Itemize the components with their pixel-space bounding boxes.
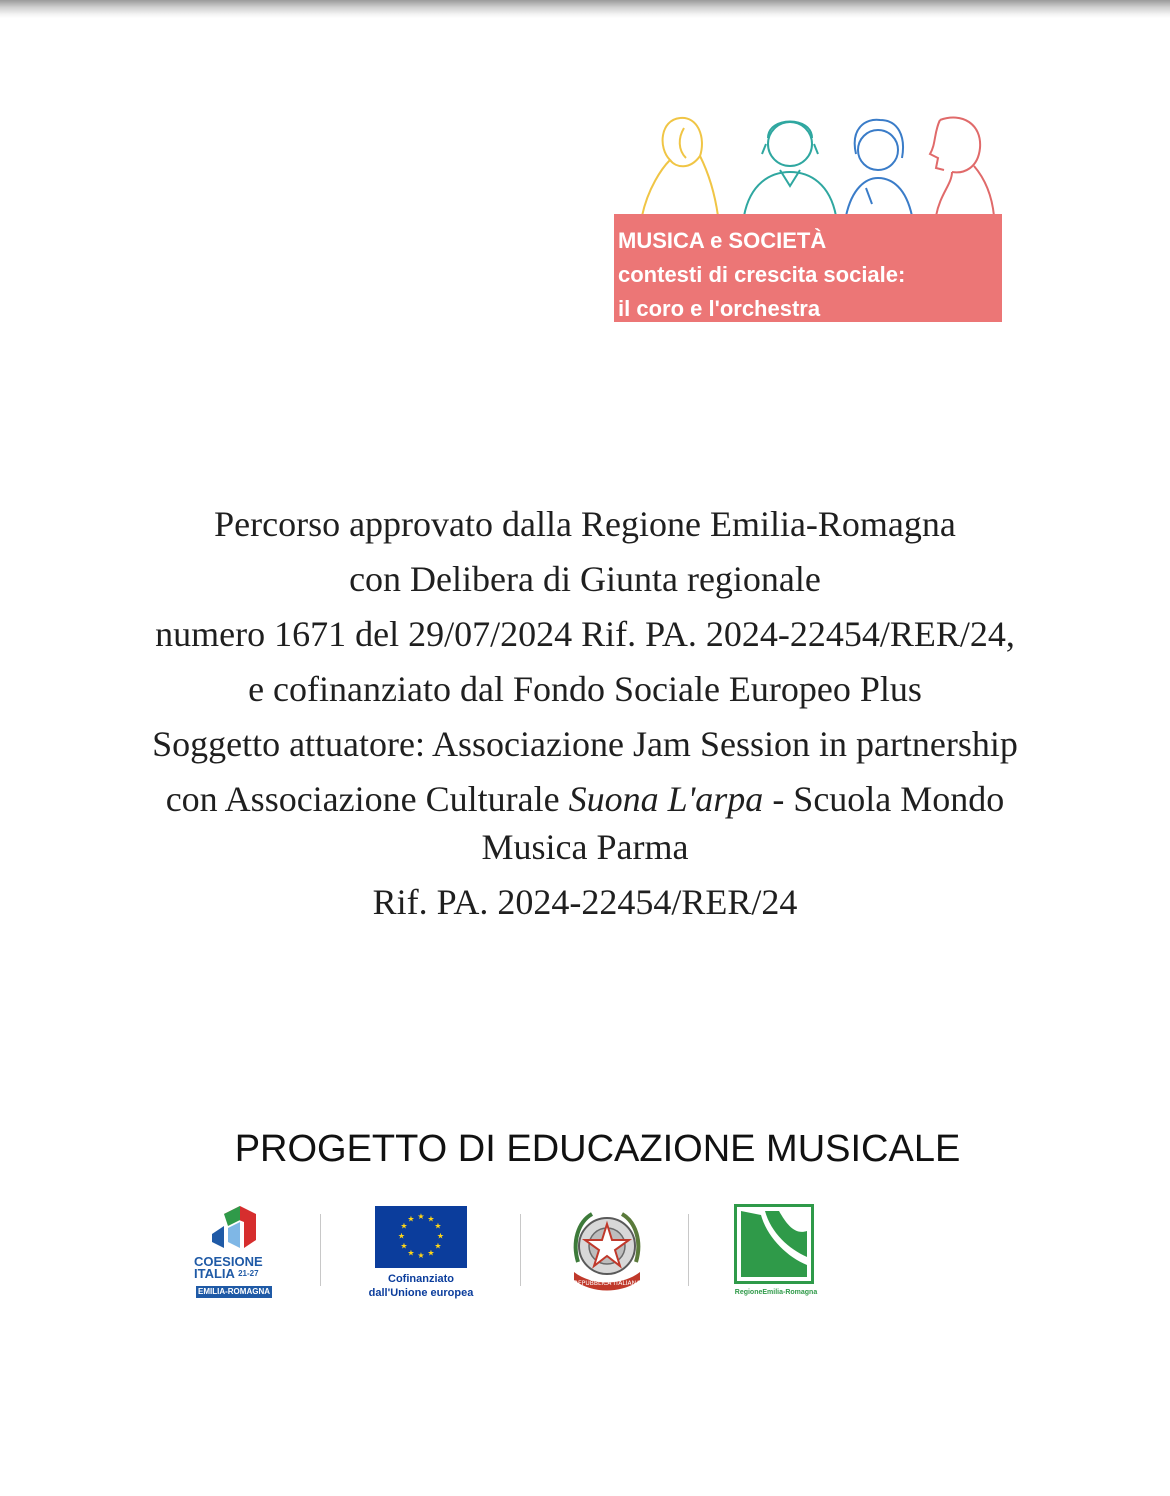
delibera-line: con Delibera di Giunta regionale: [349, 559, 821, 599]
delibera-number-line: numero 1671 del 29/07/2024 Rif. PA. 2024-22454/RER/24,: [155, 614, 1015, 654]
implementer-line: Soggetto attuatore: Associazione Jam Session in partnership: [152, 724, 1018, 764]
project-logo: [612, 108, 1002, 322]
approval-statement: [140, 500, 1030, 933]
coesione-line-2-group: [194, 1268, 276, 1280]
coesione-italia-logo: [194, 1204, 276, 1300]
svg-text:★: ★: [434, 1241, 442, 1251]
eu-flag-icon: [375, 1206, 467, 1268]
project-headline: PROGETTO DI EDUCAZIONE MUSICALE: [234, 1128, 961, 1170]
logo-title: MUSICA e SOCIETÀ: [618, 228, 827, 253]
divider: [520, 1214, 521, 1286]
partner-prefix: con Associazione Culturale: [165, 779, 569, 819]
logo-subtitle-line-2: il coro e l'orchestra: [618, 296, 821, 321]
svg-text:★: ★: [427, 1214, 435, 1224]
regione-emilia-romagna-logo: [734, 1204, 818, 1304]
approval-line: Percorso approvato dalla Regione Emilia-Romagna: [214, 504, 956, 544]
coesione-wordmark: [194, 1256, 276, 1280]
coesione-region-bar: EMILIA-ROMAGNA: [198, 1287, 270, 1296]
partner-suffix: - Scuola Mondo Musica Parma: [481, 779, 1005, 867]
partner-line: [140, 775, 1030, 871]
divider: [320, 1214, 321, 1286]
partner-logos: [180, 1196, 840, 1306]
top-shadow: [0, 0, 1170, 18]
coesione-line-1: COESIONE: [194, 1254, 263, 1269]
svg-text:★: ★: [434, 1221, 442, 1231]
coesione-mark-icon: [194, 1204, 276, 1256]
italian-republic-emblem: [564, 1202, 650, 1298]
emblem-ribbon-text: REPUBBLICA ITALIANA: [573, 1280, 641, 1287]
divider: [688, 1214, 689, 1286]
italian-emblem-icon: [564, 1202, 650, 1298]
svg-text:★: ★: [407, 1214, 415, 1224]
svg-text:★: ★: [400, 1241, 408, 1251]
eu-caption: [356, 1272, 486, 1300]
coesione-years: 21-27: [238, 1269, 259, 1278]
svg-text:★: ★: [407, 1248, 415, 1258]
svg-text:★: ★: [417, 1212, 425, 1221]
eu-caption-line-2: dall'Unione europea: [368, 1287, 474, 1299]
funding-line: e cofinanziato dal Fondo Sociale Europeo Plus: [248, 669, 922, 709]
people-line-art-icon: [640, 108, 1002, 216]
rer-mark-icon: [734, 1204, 814, 1284]
svg-text:★: ★: [427, 1248, 435, 1258]
svg-text:★: ★: [397, 1231, 406, 1241]
eu-caption-line-1: Cofinanziato: [388, 1273, 454, 1285]
eu-cofinanced-logo: [366, 1206, 476, 1302]
logo-title-box: [614, 214, 1002, 322]
reference-line: Rif. PA. 2024-22454/RER/24: [372, 882, 798, 922]
rer-caption: RegioneEmilia-Romagna: [734, 1289, 818, 1296]
partner-name: Suona L'arpa: [568, 779, 764, 819]
logo-subtitle-line-1: contesti di crescita sociale:: [618, 262, 906, 287]
svg-text:★: ★: [417, 1251, 425, 1260]
svg-text:★: ★: [400, 1221, 408, 1231]
coesione-line-2: ITALIA: [194, 1266, 235, 1281]
svg-text:★: ★: [436, 1231, 445, 1241]
